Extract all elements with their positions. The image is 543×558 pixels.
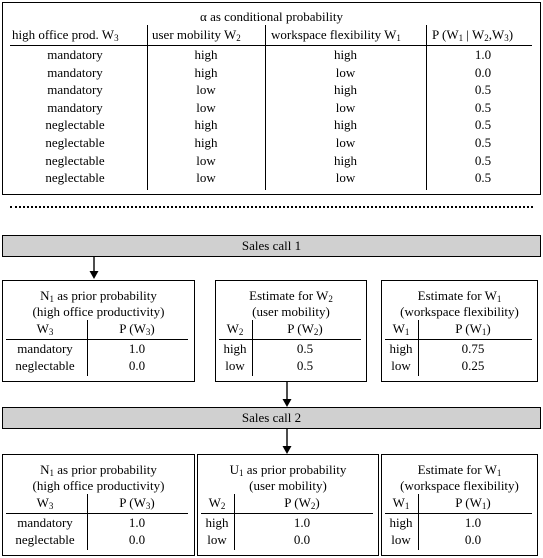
sales-call-2-bar: Sales call 2 bbox=[2, 407, 541, 429]
cell: 0.0 bbox=[293, 532, 311, 547]
box-subtitle: (workspace flexibility) bbox=[400, 478, 519, 493]
cell: 1.0 bbox=[128, 515, 146, 530]
box-title: Estimate for $W_1$ bbox=[417, 462, 502, 478]
col-header: P $(W_2)$ bbox=[284, 495, 320, 511]
box-title: Estimate for $W_1$ bbox=[417, 288, 502, 304]
cell: 0.0 bbox=[464, 532, 482, 547]
table-cell: 0.5 bbox=[474, 82, 492, 98]
table-title: α as conditional probability bbox=[200, 9, 343, 24]
col-header: $W_3$ bbox=[36, 495, 54, 511]
box-subtitle: (user mobility) bbox=[249, 478, 327, 493]
col-header: P $(W_3)$ bbox=[119, 321, 155, 337]
col-header: P $(W_3)$ bbox=[119, 495, 155, 511]
table-cell: high bbox=[194, 135, 218, 150]
table-cell: 0.5 bbox=[474, 170, 492, 186]
table-cell: 0.5 bbox=[474, 152, 492, 168]
cell: mandatory bbox=[17, 341, 73, 356]
arrowhead-icon bbox=[90, 271, 99, 279]
col-header: $W_1$ bbox=[392, 495, 410, 511]
table-cell: high bbox=[333, 82, 358, 98]
box-title: Estimate for $W_2$ bbox=[249, 288, 333, 304]
col-header: $W_2$ bbox=[208, 495, 226, 511]
table-cell: neglectable bbox=[45, 170, 105, 186]
table-cell: 0.5 bbox=[474, 135, 492, 150]
table-cell: neglectable bbox=[45, 117, 105, 133]
box-subtitle: (high office productivity) bbox=[32, 304, 165, 319]
col-header: P $(W_1)$ bbox=[455, 495, 491, 511]
cell: high bbox=[389, 341, 413, 356]
table-cell: low bbox=[335, 135, 356, 150]
table-cell: mandatory bbox=[47, 64, 103, 80]
cell: 0.0 bbox=[128, 358, 146, 373]
header-w2: user mobility $W_2$ bbox=[152, 27, 241, 43]
table-cell: 0.0 bbox=[474, 64, 492, 80]
table-cell: 1.0 bbox=[474, 47, 492, 62]
cell: neglectable bbox=[15, 532, 75, 547]
table-cell: low bbox=[196, 82, 216, 98]
arrowhead-icon bbox=[283, 446, 292, 454]
cell: 0.5 bbox=[296, 358, 314, 373]
table-cell: mandatory bbox=[47, 99, 103, 115]
table-cell: low bbox=[335, 64, 356, 80]
box-subtitle: (high office productivity) bbox=[32, 478, 165, 493]
cell: low bbox=[207, 532, 227, 547]
table-cell: 0.5 bbox=[474, 99, 492, 115]
table-cell: mandatory bbox=[47, 82, 103, 98]
table-cell: high bbox=[194, 64, 218, 80]
cell: 1.0 bbox=[128, 341, 146, 356]
table-cell: high bbox=[194, 47, 218, 62]
table-cell: mandatory bbox=[47, 47, 103, 62]
cell: high bbox=[223, 341, 247, 356]
box-subtitle: (user mobility) bbox=[252, 304, 330, 319]
col-header: P $(W_2)$ bbox=[287, 321, 323, 337]
table-cell: 0.5 bbox=[474, 117, 492, 133]
cell: high bbox=[205, 515, 229, 530]
table-cell: low bbox=[196, 99, 216, 115]
cell: high bbox=[389, 515, 413, 530]
sales-call-1-bar: Sales call 1 bbox=[2, 235, 541, 257]
cell: 1.0 bbox=[464, 515, 482, 530]
table-cell: low bbox=[335, 170, 356, 186]
table-cell: high bbox=[333, 117, 358, 133]
box-title: $U_1$ as prior probability bbox=[229, 462, 347, 478]
col-header: $W_2$ bbox=[226, 321, 244, 337]
cell: 0.75 bbox=[461, 341, 485, 356]
header-w3: high office prod. $W_3$ bbox=[12, 27, 119, 43]
arrowhead-icon bbox=[283, 399, 292, 407]
header-w1: workspace flexibility $W_1$ bbox=[271, 27, 401, 43]
box-title: $N_1$ as prior probability bbox=[40, 288, 157, 304]
cell: 0.5 bbox=[296, 341, 314, 356]
table-cell: low bbox=[196, 152, 216, 168]
table-cell: high bbox=[194, 117, 218, 133]
box-title: $N_1$ as prior probability bbox=[40, 462, 157, 478]
box-subtitle: (workspace flexibility) bbox=[400, 304, 519, 319]
table-cell: neglectable bbox=[45, 135, 105, 150]
col-header: $W_3$ bbox=[36, 321, 54, 337]
table-cell: high bbox=[333, 47, 358, 62]
cell: low bbox=[391, 532, 411, 547]
header-prob: P ($W_1$ | $W_2,W_3$) bbox=[432, 27, 514, 43]
cell: 1.0 bbox=[293, 515, 311, 530]
cell: 0.25 bbox=[461, 358, 485, 373]
table-cell: neglectable bbox=[45, 152, 105, 168]
table-cell: low bbox=[196, 170, 216, 186]
cell: low bbox=[225, 358, 245, 373]
col-header: $W_1$ bbox=[392, 321, 410, 337]
col-header: P $(W_1)$ bbox=[455, 321, 491, 337]
cell: 0.0 bbox=[128, 532, 146, 547]
cell: neglectable bbox=[15, 358, 75, 373]
cell: mandatory bbox=[17, 515, 73, 530]
cell: low bbox=[391, 358, 411, 373]
table-cell: high bbox=[333, 152, 358, 168]
table-cell: low bbox=[335, 99, 356, 115]
